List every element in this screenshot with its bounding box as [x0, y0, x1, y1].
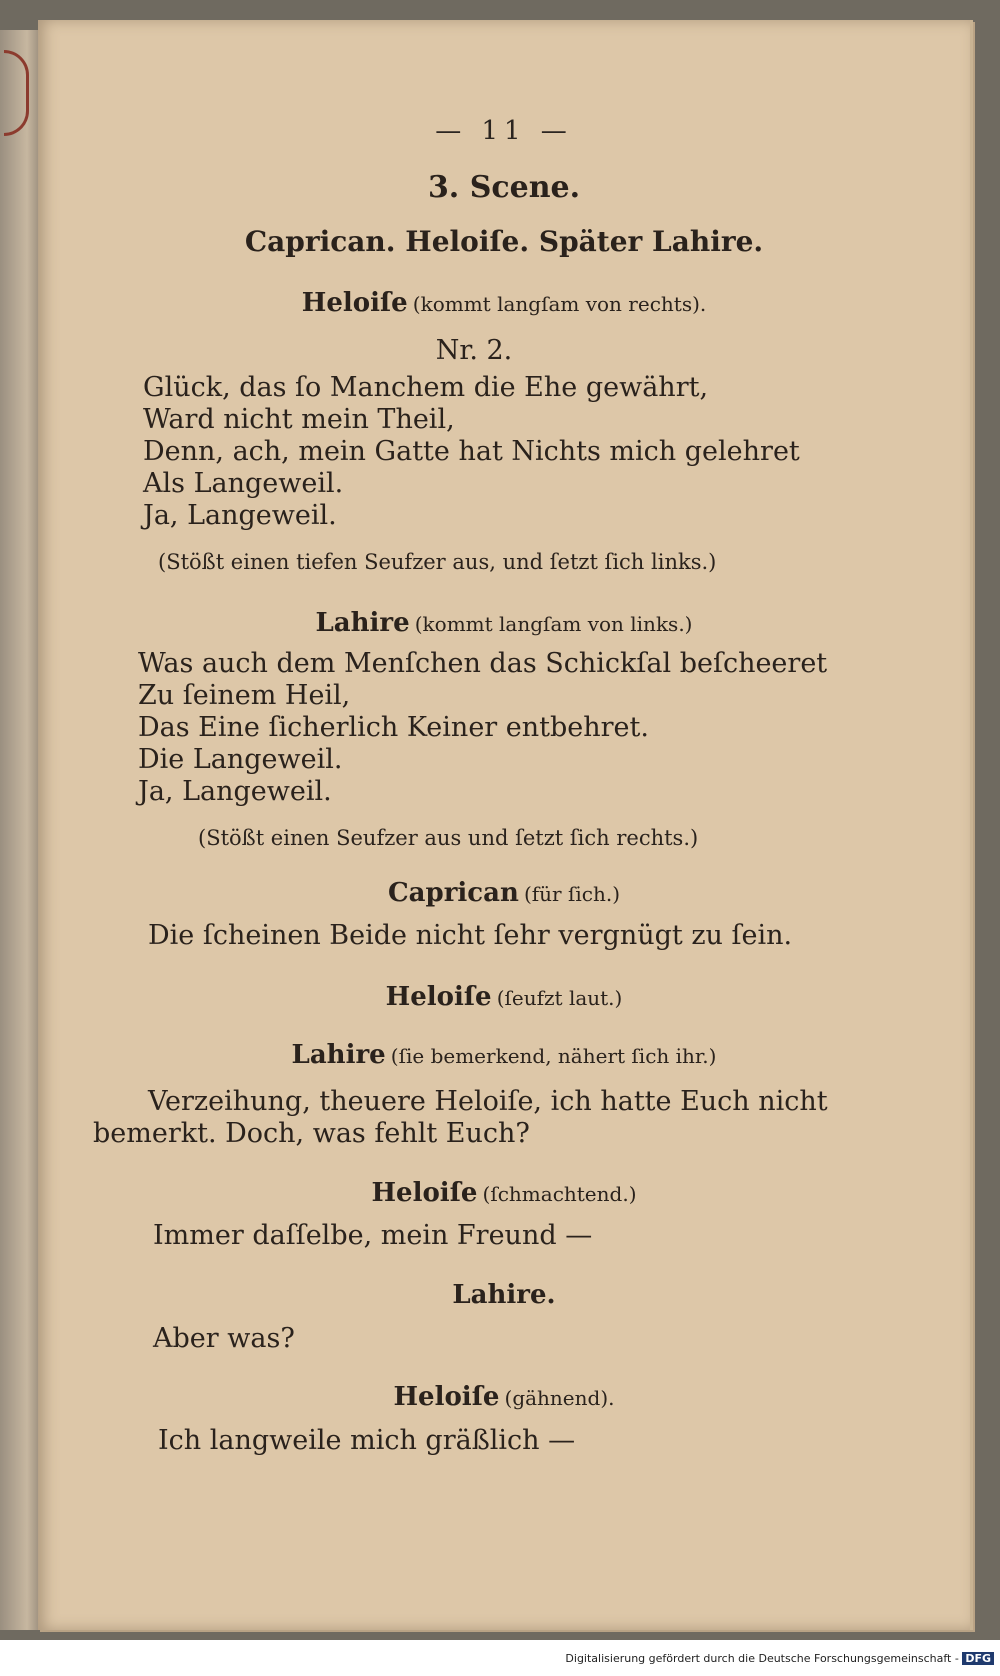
verse-line: Ward nicht mein Theil, [143, 404, 455, 435]
speaker-name: Lahire [315, 608, 410, 638]
speaker-name: Heloiſe [393, 1382, 500, 1412]
verse-line: Ja, Langeweil. [143, 500, 337, 531]
stage-direction: (Stößt einen tiefen Seufzer aus, und ſetzt ſich links.) [158, 550, 717, 574]
speaker-name: Heloiſe [385, 982, 492, 1012]
stage-direction: (kommt langſam von rechts). [412, 292, 707, 316]
speaker-name: Caprican [387, 878, 519, 908]
cast-line: Caprican. Heloiſe. Später Lahire. [244, 225, 764, 258]
dfg-logo: DFG [962, 1652, 994, 1665]
stage-direction: (für ſich.) [523, 882, 621, 906]
stage-direction: (ſchmachtend.) [482, 1182, 637, 1206]
speaker-name: Heloiſe [301, 288, 408, 318]
speaker-name: Heloiſe [371, 1178, 478, 1208]
stage-direction: (kommt langſam von links.) [414, 612, 693, 636]
speaker-line [38, 1040, 970, 1070]
verse-line: Zu ſeinem Heil, [138, 680, 351, 711]
song-number: Nr. 2. [435, 335, 513, 366]
speaker-name: Lahire [291, 1040, 386, 1070]
speaker-line [38, 608, 970, 638]
digitization-credit [565, 1652, 994, 1665]
speaker-line [38, 288, 970, 318]
prose-line: Verzeihung, theuere Heloiſe, ich hatte Euch nicht [148, 1086, 828, 1117]
prose-line: bemerkt. Doch, was fehlt Euch? [93, 1118, 530, 1149]
credit-text: Digitalisierung gefördert durch die Deutsche Forschungsgemeinschaft - [565, 1652, 959, 1665]
verse-line: Glück, das ſo Manchem die Ehe gewährt, [143, 372, 709, 403]
dialogue-line: Aber was? [153, 1323, 295, 1354]
verse-line: Das Eine ſicherlich Keiner entbehret. [138, 712, 649, 743]
speaker-line [38, 878, 970, 908]
stage-direction: (Stößt einen Seufzer aus und ſetzt ſich rechts.) [198, 826, 699, 850]
speaker-line [38, 1280, 970, 1310]
speaker-name: Lahire. [452, 1280, 556, 1310]
dialogue-line: Die ſcheinen Beide nicht ſehr vergnügt zu ſein. [148, 920, 793, 951]
verse-line: Denn, ach, mein Gatte hat Nichts mich gelehret [143, 436, 800, 467]
speaker-line [38, 982, 970, 1012]
dialogue-line: Ich langweile mich gräßlich — [158, 1425, 576, 1456]
scene-heading: 3. Scene. [427, 170, 581, 205]
speaker-line [38, 1382, 970, 1412]
speaker-line [38, 1178, 970, 1208]
verse-line: Was auch dem Menſchen das Schickſal beſcheeret [138, 648, 828, 679]
verse-line: Die Langeweil. [138, 744, 343, 775]
verse-line: Als Langeweil. [143, 468, 344, 499]
stage-direction: (ſeufzt laut.) [496, 986, 623, 1010]
book-spine-edge [4, 50, 29, 136]
stage-direction: (ſie bemerkend, nähert ſich ihr.) [390, 1044, 717, 1068]
dialogue-line: Immer daſſelbe, mein Freund — [153, 1220, 593, 1251]
verse-line: Ja, Langeweil. [138, 776, 332, 807]
page-number: — 11 — [435, 116, 573, 146]
stage-direction: (gähnend). [504, 1386, 615, 1410]
book-page [38, 20, 973, 1630]
